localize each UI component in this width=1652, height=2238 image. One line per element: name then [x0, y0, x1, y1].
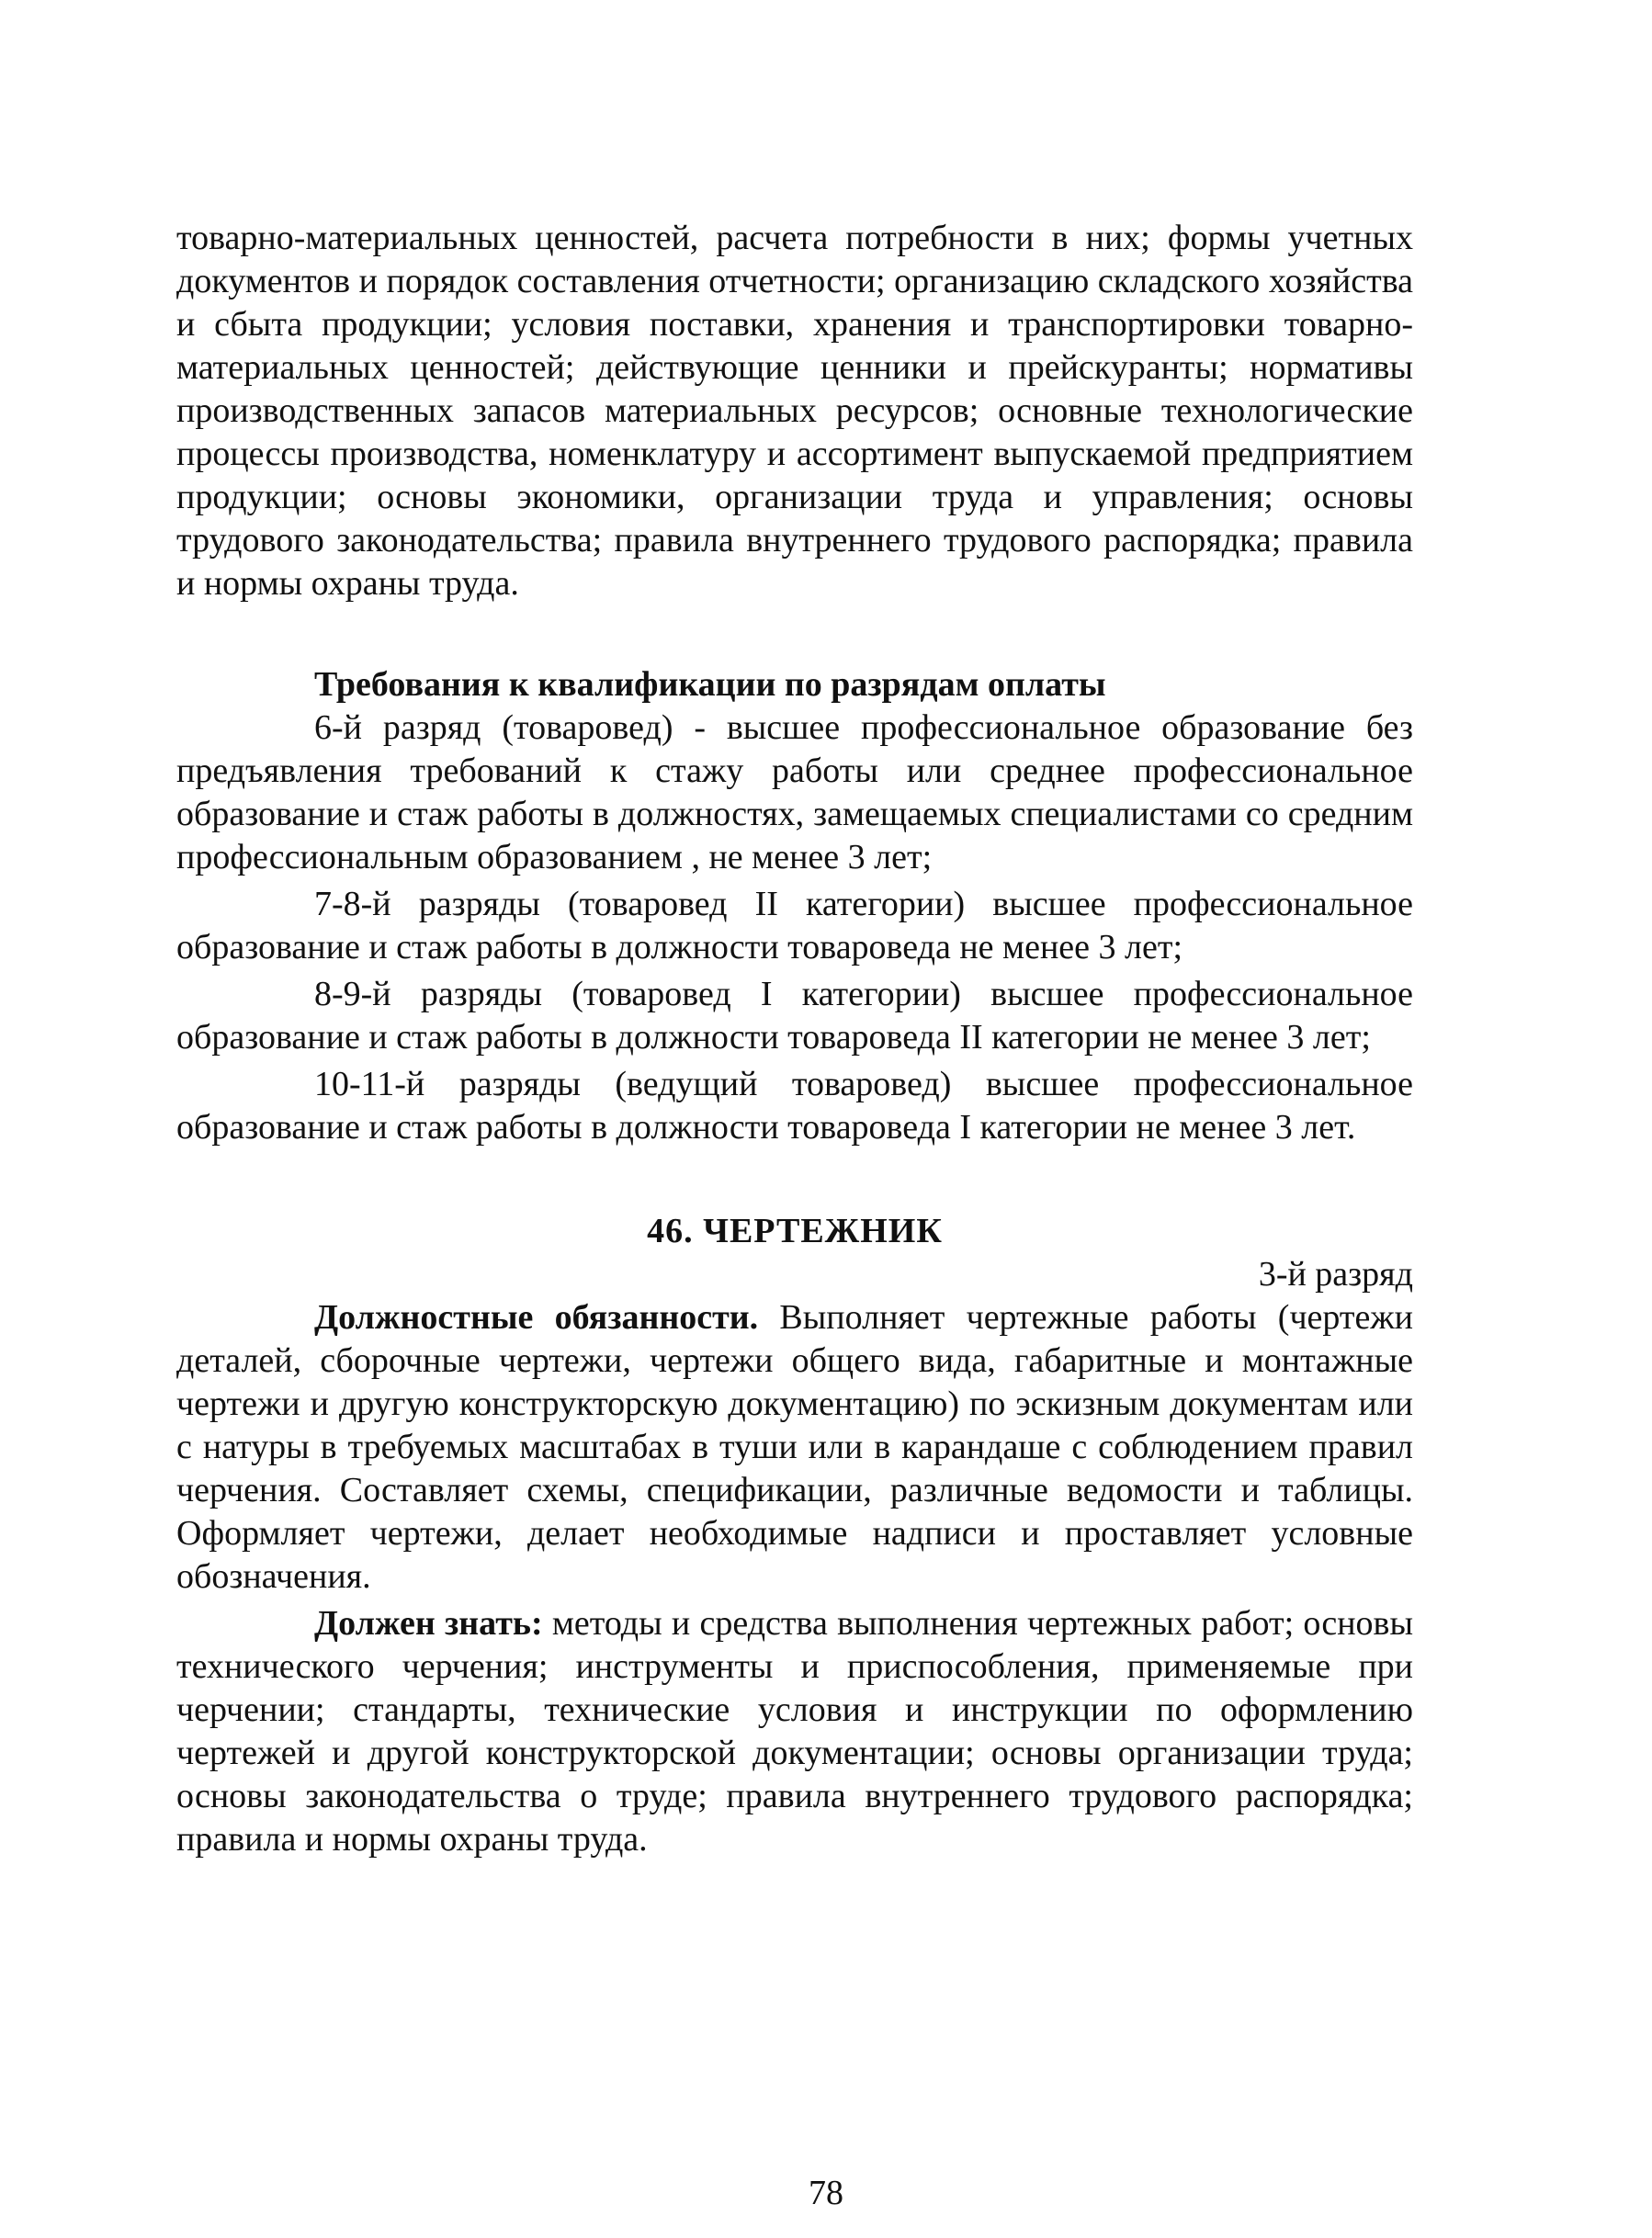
qualification-item-grade-8-9: 8-9-й разряды (товаровед I категории) высшее профессиональное образование и стаж работы в должности товароведа II категории не менее 3 лет;: [176, 975, 1413, 1057]
page-number: 78: [809, 2174, 843, 2212]
qualification-item-grade-6: 6-й разряд (товаровед) - высшее профессиональное образование без предъявления требований к стажу работы или среднее профессиональное образование и стаж работы в должностях, замещаемых специалистами со средним профессиональным образованием , не менее 3 лет;: [176, 708, 1413, 876]
qualification-item-grade-10-11: 10-11-й разряды (ведущий товаровед) высшее профессиональное образование и стаж работы в должности товароведа I категории не менее 3 лет.: [176, 1065, 1413, 1147]
section-title: 46. ЧЕРТЕЖНИК: [647, 1212, 943, 1250]
knowledge-label: Должен знать:: [314, 1604, 543, 1643]
qualification-item-grade-7-8: 7-8-й разряды (товаровед II категории) высшее профессиональное образование и стаж работы в должности товароведа не менее 3 лет;: [176, 885, 1413, 966]
intro-paragraph: товарно-материальных ценностей, расчета потребности в них; формы учетных документов и порядок составления отчетности; организацию складского хозяйства и сбыта продукции; условия поставки, хранения и транспортировки товарно-материальных ценностей; действующие ценники и прейскуранты; нормативы производственных запасов материальных ресурсов; основные технологические процессы производства, номенклатуру и ассортимент выпускаемой предприятием продукции; основы экономики, организации труда и управления; основы трудового законодательства; правила внутреннего трудового распорядка; правила и нормы охраны труда.: [176, 219, 1413, 603]
knowledge-text: методы и средства выполнения чертежных работ; основы технического черчения; инструменты и приспособления, применяемые при черчении; стандарты, технические условия и инструкции по оформлению чертежей и другой конструкторской документации; основы организации труда; основы законодательства о труде; правила внутреннего трудового распорядка; правила и нормы охраны труда.: [176, 1604, 1413, 1859]
section-grade: 3-й разряд: [1258, 1255, 1413, 1294]
duties-label: Должностные обязанности.: [314, 1298, 759, 1337]
qualification-heading: Требования к квалификации по разрядам оплаты: [314, 665, 1106, 704]
document-page: [176, 217, 1413, 1861]
duties-paragraph: [176, 1296, 1413, 1599]
duties-text: Выполняет чертежные работы (чертежи деталей, сборочные чертежи, чертежи общего вида, габаритные и монтажные чертежи и другую конструкторскую документацию) по эскизным документам или с натуры в требуемых масштабах в туши или в карандаше с соблюдением правил черчения. Составляет схемы, спецификации, различные ведомости и таблицы. Оформляет чертежи, делает необходимые надписи и проставляет условные обозначения.: [176, 1298, 1413, 1596]
knowledge-paragraph: [176, 1602, 1413, 1861]
